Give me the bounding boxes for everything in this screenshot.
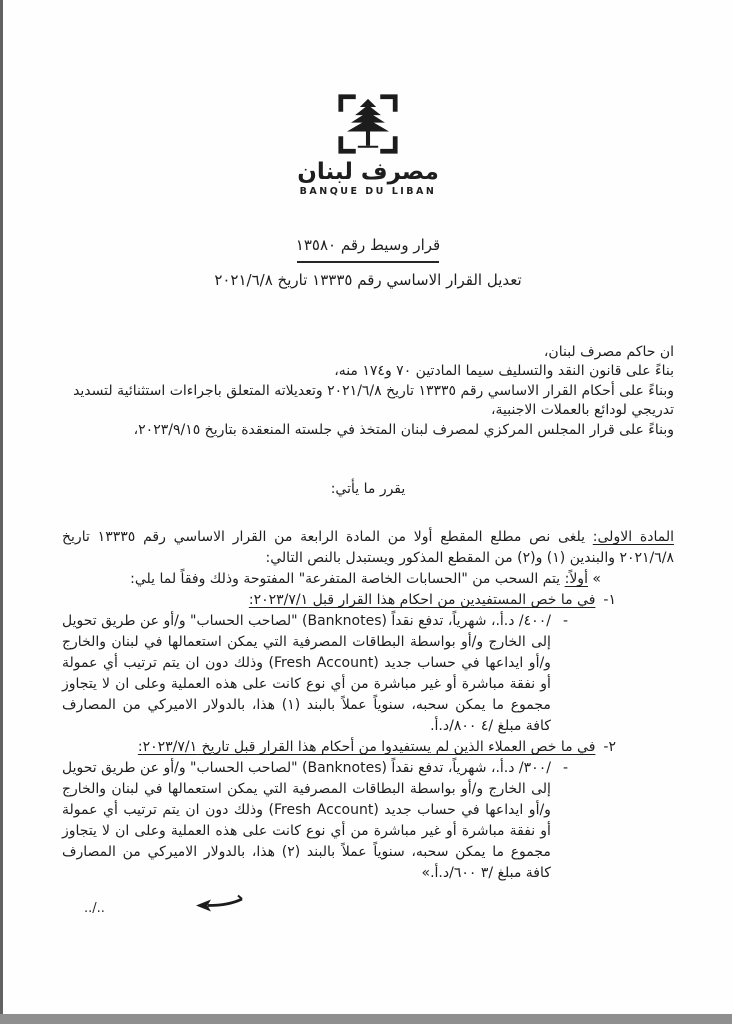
bank-name-arabic: مصرف لبنان xyxy=(297,159,439,185)
bullet-dash: - xyxy=(562,613,568,629)
preamble-line-law: بناءً على قانون النقد والتسليف سيما المادتين ٧٠ و١٧٤ منه، xyxy=(334,363,674,379)
quoted-clause-first xyxy=(62,569,674,590)
bank-name-french: BANQUE DU LIBAN xyxy=(299,186,437,197)
item-2-number: ٢- xyxy=(603,739,616,755)
item-2-heading-row xyxy=(62,737,674,758)
handwritten-arrow-icon xyxy=(194,894,246,920)
scan-edge-left xyxy=(0,0,3,1024)
decree-clause: يقرر ما يأتي: xyxy=(330,481,406,497)
preamble-line-basic-decision: وبناءً على أحكام القرار الاساسي رقم ١٣٣٣٥ تاريخ ٢٠٢١/٦/٨ وتعديلاته المتعلق باجراءات استثنائية لتسديد تدريجي لودائع بالعملات الاجنبية، xyxy=(73,382,674,418)
continuation-mark: ../.. xyxy=(84,901,105,916)
item-1-bullet-text: /٤٠٠/ د.أ.، شهرياً، تدفع نقداً (Banknotes) "لصاحب الحساب" و/أو عن طريق تحويل إلى الخارج و/أو بواسطة البطاقات المصرفية التي يمكن استعمالها في لبنان والخارج و/أو ايداعها في حساب جديد (Fresh Account) وذلك دون ان يتم ترتيب أي عمولة أو نفقة مباشرة أو غير مباشرة من أي نوع كانت على هذه العملية وعلى ان لا يتجاوز مجموع ما يمكن سحبه، سنوياً عملاً بالبند (١) هذا، بالدولار الاميركي من المصارف كافة مبلغ /٤ ٨٠٠/د.أ. xyxy=(61,613,551,734)
bank-logo-block xyxy=(62,0,674,197)
title-divider xyxy=(297,261,439,263)
cedar-emblem-icon xyxy=(334,90,402,158)
preamble-line-governor: ان حاكم مصرف لبنان، xyxy=(543,343,674,360)
scan-edge-bottom xyxy=(0,1014,732,1024)
first-clause-label: أولاً: xyxy=(564,571,588,587)
item-1-bullet-row xyxy=(62,611,674,737)
bullet-dash: - xyxy=(562,760,568,776)
decision-subtitle: تعديل القرار الاساسي رقم ١٣٣٣٥ تاريخ ٢٠٢١/٦/٨ xyxy=(214,270,522,289)
article-1-text: يلغى نص مطلع المقطع أولا من المادة الرابعة من القرار الاساسي رقم ١٣٣٣٥ تاريخ ٢٠٢١/٦/٨ والبندين (١) و(٢) من المقطع المذكور ويستبدل بالنص التالي: xyxy=(62,529,674,566)
item-1-heading-row xyxy=(62,590,674,611)
first-clause-text: يتم السحب من "الحسابات الخاصة المتفرعة" المفتوحة وذلك وفقاً لما يلي: xyxy=(130,571,565,587)
decision-title-block xyxy=(62,236,674,289)
item-2-bullet-text: /٣٠٠/ د.أ.، شهرياً، تدفع نقداً (Banknotes) "لصاحب الحساب" و/أو عن طريق تحويل إلى الخارج و/أو بواسطة البطاقات المصرفية التي يمكن استعمالها في لبنان والخارج و/أو ايداعها في حساب جديد (Fresh Account) وذلك دون ان يتم ترتيب أي عمولة أو نفقة مباشرة أو غير مباشرة من أي نوع كانت على هذه العملية وعلى ان لا يتجاوز مجموع ما يمكن سحبه، سنوياً عملاً بالبند (٢) هذا، بالدولار الاميركي من المصارف كافة مبلغ /٣ ٦٠٠/د.أ.» xyxy=(61,760,551,881)
item-2-heading: في ما خص العملاء الذين لم يستفيدوا من أحكام هذا القرار قبل تاريخ ٢٠٢٣/٧/١: xyxy=(137,739,596,755)
preamble-section xyxy=(62,343,674,441)
item-1-number: ١- xyxy=(603,592,616,608)
open-guillemet: « xyxy=(592,571,601,587)
article-1-section xyxy=(62,527,674,884)
item-2-bullet-row xyxy=(62,758,674,884)
preamble-line-council: وبناءً على قرار المجلس المركزي لمصرف لبنان المتخذ في جلسته المنعقدة بتاريخ ٢٠٢٣/٩/١٥، xyxy=(133,421,674,438)
article-1-paragraph xyxy=(62,527,674,569)
item-1-heading: في ما خص المستفيدين من احكام هذا القرار قبل ٢٠٢٣/٧/١: xyxy=(248,592,596,608)
decision-title: قرار وسيط رقم ١٣٥٨٠ xyxy=(295,235,441,254)
article-1-label: المادة الاولى: xyxy=(592,529,674,545)
